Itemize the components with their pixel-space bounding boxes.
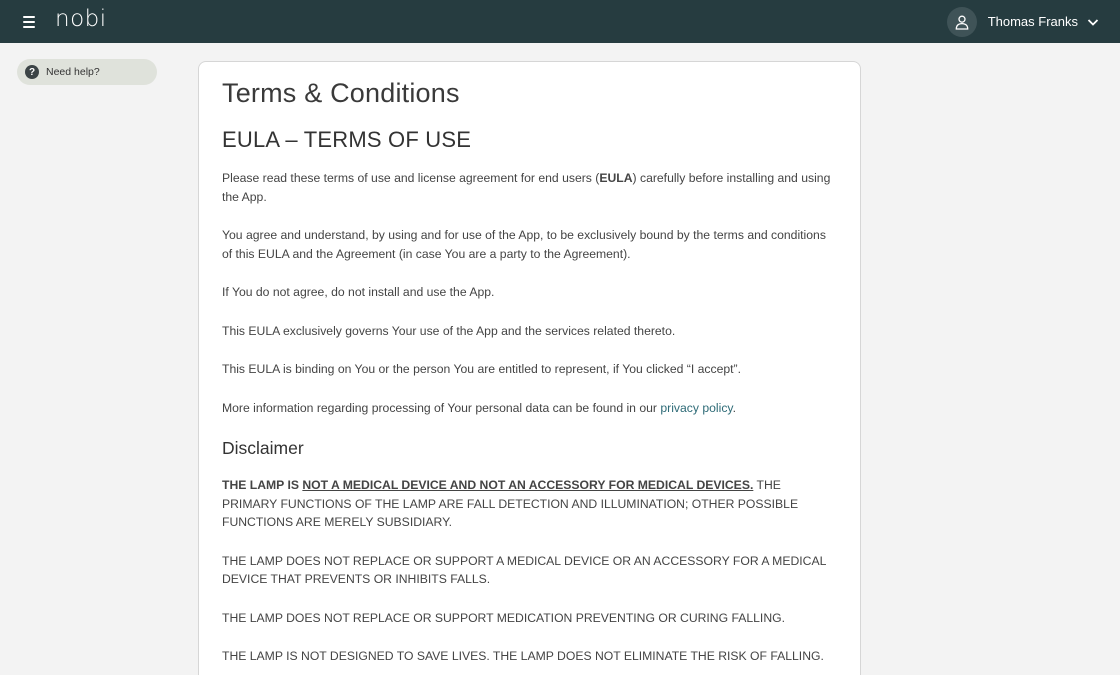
paragraph-agreement: You agree and understand, by using and for use of the App, to be exclusively bound by the terms and conditions of this EULA and the Agreement (in case You are a party to the Agreement).: [222, 228, 826, 261]
top-navigation-bar: [0, 0, 1120, 43]
hamburger-icon[interactable]: [23, 13, 39, 31]
privacy-policy-link[interactable]: privacy policy: [660, 400, 733, 415]
terms-card: [198, 61, 861, 675]
user-menu[interactable]: [947, 6, 1100, 37]
nobi-logo[interactable]: nobi: [55, 6, 107, 32]
page-title: Terms & Conditions: [222, 78, 460, 108]
paragraph-eula-intro: Please read these terms of use and license agreement for end users (EULA) carefully before installing and using the App.: [222, 171, 831, 204]
need-help-button[interactable]: [17, 59, 157, 85]
eula-heading: EULA – TERMS OF USE: [222, 127, 472, 152]
disclaimer-paragraph-4: THE LAMP IS NOT DESIGNED TO SAVE LIVES. THE LAMP DOES NOT ELIMINATE THE RISK OF FALLING.: [222, 649, 824, 663]
disclaimer-paragraph-3: THE LAMP DOES NOT REPLACE OR SUPPORT MEDICATION PREVENTING OR CURING FALLING.: [222, 610, 785, 625]
disclaimer-heading: Disclaimer: [222, 438, 304, 458]
disclaimer-paragraph-1: THE LAMP IS NOT A MEDICAL DEVICE AND NOT AN ACCESSORY FOR MEDICAL DEVICES. THE PRIMARY FUNCTIONS OF THE LAMP ARE FALL DETECTION AND ILLUMINATION; OTHER POSSIBLE FUNCTIONS ARE MERELY SUBSIDIARY.: [222, 478, 799, 529]
disclaimer-paragraph-2: THE LAMP DOES NOT REPLACE OR SUPPORT A MEDICAL DEVICE OR AN ACCESSORY FOR A MEDICAL DEVICE THAT PREVENTS OR INHIBITS FALLS.: [222, 553, 826, 586]
paragraph-privacy: More information regarding processing of Your personal data can be found in our privacy policy.: [222, 400, 736, 415]
chevron-down-icon: [1086, 15, 1100, 29]
question-mark-icon: ?: [25, 65, 39, 79]
paragraph-binding: This EULA is binding on You or the person You are entitled to represent, if You clicked “I accept”.: [222, 362, 741, 376]
need-help-label: Need help?: [46, 66, 100, 78]
paragraph-do-not-install: If You do not agree, do not install and use the App.: [222, 285, 495, 299]
paragraph-governs: This EULA exclusively governs Your use of the App and the services related thereto.: [222, 323, 676, 338]
user-name: Thomas Franks: [987, 14, 1078, 29]
user-icon: [947, 7, 977, 37]
eula-abbreviation: EULA: [599, 171, 633, 185]
